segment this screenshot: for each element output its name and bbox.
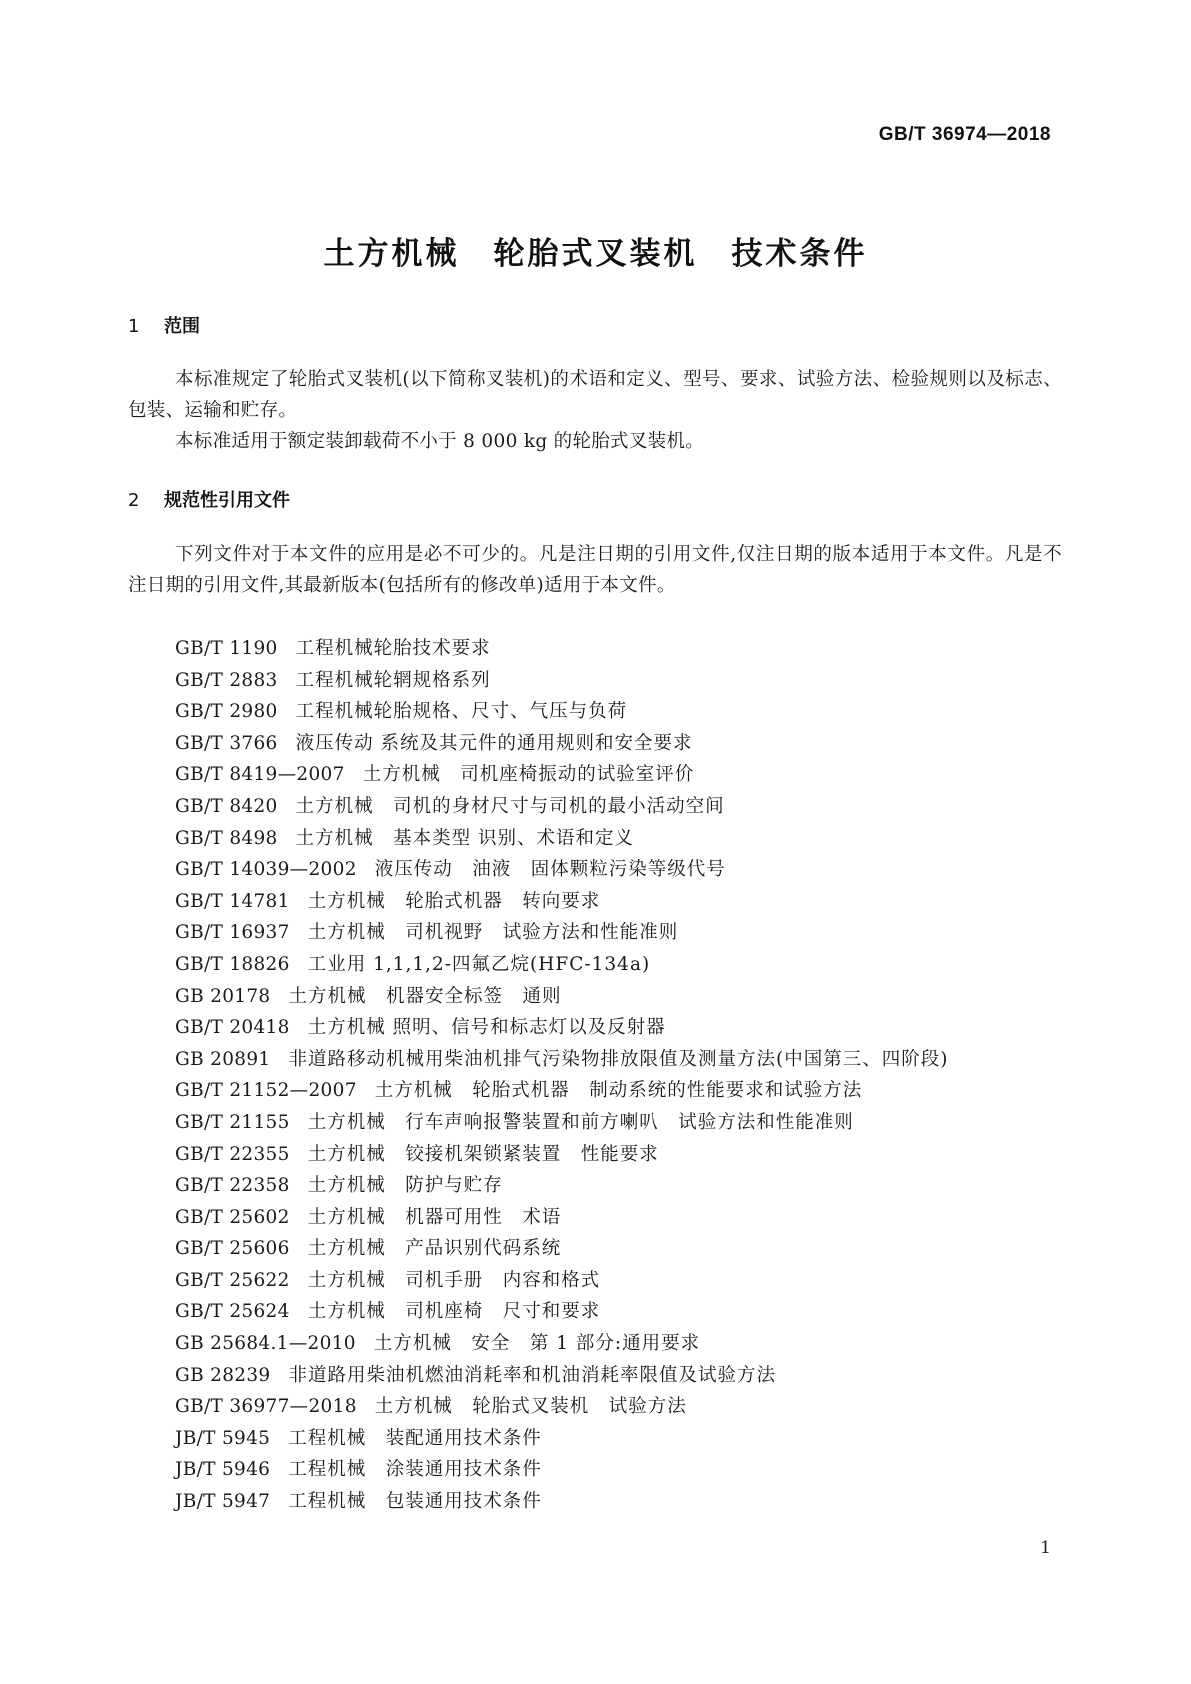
reference-item: [175, 1265, 948, 1297]
section-number: 2: [128, 490, 140, 511]
reference-title: 工程机械轮胎规格、尺寸、气压与负荷: [295, 701, 628, 723]
reference-code: GB/T 16937: [175, 922, 290, 944]
reference-code: GB/T 25622: [175, 1269, 290, 1291]
reference-code: GB/T 21155: [175, 1111, 290, 1133]
reference-title: 土方机械 行车声响报警装置和前方喇叭 试验方法和性能准则: [307, 1111, 854, 1133]
reference-item: [175, 1012, 948, 1044]
reference-title: 土方机械 司机的身材尺寸与司机的最小活动空间: [295, 795, 725, 817]
reference-title: 土方机械 司机座椅振动的试验室评价: [362, 764, 695, 786]
reference-item: [175, 1170, 948, 1202]
reference-code: JB/T 5945: [175, 1427, 271, 1449]
reference-title: 土方机械 防护与贮存: [307, 1175, 503, 1197]
reference-code: JB/T 5946: [175, 1459, 271, 1481]
reference-code: GB/T 20418: [175, 1017, 290, 1039]
reference-item: [175, 917, 948, 949]
reference-item: [175, 1423, 948, 1455]
reference-title: 工程机械轮胎技术要求: [295, 638, 491, 659]
reference-item: [175, 1075, 948, 1107]
reference-title: 土方机械 司机座椅 尺寸和要求: [307, 1301, 601, 1323]
reference-item: [175, 791, 948, 823]
references-intro-paragraph: 下列文件对于本文件的应用是必不可少的。凡是注日期的引用文件,仅注日期的版本适用于本文件。凡是不注日期的引用文件,其最新版本(包括所有的修改单)适用于本文件。: [128, 544, 1062, 596]
reference-code: GB/T 25602: [175, 1206, 290, 1228]
reference-title: 土方机械 照明、信号和标志灯以及反射器: [307, 1017, 666, 1039]
reference-code: GB/T 2883: [175, 669, 278, 691]
reference-title: 土方机械 安全 第 1 部分:通用要求: [373, 1333, 701, 1355]
reference-item: [175, 1486, 948, 1518]
reference-code: GB/T 36977—2018: [175, 1396, 357, 1418]
reference-code: JB/T 5947: [175, 1491, 271, 1513]
reference-code: GB/T 14039—2002: [175, 859, 357, 881]
reference-title: 液压传动 系统及其元件的通用规则和安全要求: [295, 732, 693, 754]
section-2-heading: [128, 486, 290, 512]
reference-item: [175, 1202, 948, 1234]
reference-title: 非道路用柴油机燃油消耗率和机油消耗率限值及试验方法: [288, 1364, 777, 1386]
reference-title: 土方机械 产品识别代码系统: [307, 1238, 562, 1260]
reference-title: 土方机械 司机视野 试验方法和性能准则: [307, 922, 679, 944]
reference-code: GB 28239: [175, 1364, 271, 1386]
document-title: 土方机械 轮胎式叉装机 技术条件: [323, 236, 868, 272]
reference-title: 土方机械 轮胎式叉装机 试验方法: [374, 1396, 687, 1418]
reference-item: [175, 633, 948, 665]
reference-code: GB/T 21152—2007: [175, 1080, 357, 1102]
section-title: 范围: [164, 316, 200, 337]
reference-code: GB/T 3766: [175, 732, 278, 754]
scope-paragraph-2: 本标准适用于额定装卸载荷不小于 8 000 kg 的轮胎式叉装机。: [175, 431, 705, 452]
reference-item: [175, 1360, 948, 1392]
scope-paragraph-1: 本标准规定了轮胎式叉装机(以下简称叉装机)的术语和定义、型号、要求、试验方法、检验规则以及标志、包装、运输和贮存。: [128, 369, 1062, 421]
reference-item: [175, 1044, 948, 1076]
reference-title: 土方机械 基本类型 识别、术语和定义: [295, 827, 634, 849]
reference-item: [175, 1107, 948, 1139]
reference-item: [175, 1139, 948, 1171]
reference-item: [175, 728, 948, 760]
standard-code: GB/T 36974—2018: [878, 124, 1051, 145]
reference-item: [175, 1454, 948, 1486]
reference-code: GB/T 1190: [175, 638, 278, 659]
reference-title: 土方机械 轮胎式机器 制动系统的性能要求和试验方法: [374, 1080, 863, 1102]
reference-title: 工程机械 包装通用技术条件: [288, 1491, 542, 1513]
reference-item: [175, 1233, 948, 1265]
reference-item: [175, 759, 948, 791]
reference-code: GB/T 22355: [175, 1143, 290, 1165]
reference-code: GB/T 8498: [175, 827, 278, 849]
reference-title: 工程机械 涂装通用技术条件: [288, 1459, 542, 1481]
section-number: 1: [128, 316, 140, 337]
reference-title: 土方机械 机器可用性 术语: [307, 1206, 562, 1228]
reference-title: 工业用 1,1,1,2-四氟乙烷(HFC-134a): [307, 953, 651, 975]
reference-code: GB/T 25606: [175, 1238, 290, 1260]
reference-code: GB/T 22358: [175, 1175, 290, 1197]
reference-item: [175, 1296, 948, 1328]
reference-item: [175, 823, 948, 855]
reference-title: 液压传动 油液 固体颗粒污染等级代号: [374, 859, 726, 881]
reference-item: [175, 665, 948, 697]
reference-item: [175, 1391, 948, 1423]
reference-code: GB/T 18826: [175, 953, 290, 975]
reference-title: 工程机械 装配通用技术条件: [288, 1427, 542, 1449]
section-title: 规范性引用文件: [164, 490, 290, 511]
reference-item: [175, 696, 948, 728]
reference-code: GB/T 14781: [175, 890, 290, 912]
reference-code: GB/T 8419—2007: [175, 764, 345, 786]
page-number: 1: [1040, 1538, 1051, 1558]
reference-item: [175, 886, 948, 918]
reference-item: [175, 949, 948, 981]
reference-code: GB 25684.1—2010: [175, 1333, 356, 1355]
reference-title: 工程机械轮辋规格系列: [295, 669, 491, 691]
reference-title: 土方机械 机器安全标签 通则: [288, 985, 562, 1007]
reference-code: GB/T 25624: [175, 1301, 290, 1323]
section-1-heading: [128, 312, 200, 338]
reference-title: 非道路移动机械用柴油机排气污染物排放限值及测量方法(中国第三、四阶段): [288, 1048, 949, 1070]
normative-references-list: [175, 633, 948, 1518]
reference-item: [175, 854, 948, 886]
reference-item: [175, 1328, 948, 1360]
reference-code: GB 20178: [175, 985, 271, 1007]
reference-title: 土方机械 轮胎式机器 转向要求: [307, 890, 601, 912]
reference-item: [175, 981, 948, 1013]
reference-code: GB/T 2980: [175, 701, 278, 723]
reference-code: GB 20891: [175, 1048, 271, 1070]
reference-code: GB/T 8420: [175, 795, 278, 817]
reference-title: 土方机械 铰接机架锁紧装置 性能要求: [307, 1143, 659, 1165]
reference-title: 土方机械 司机手册 内容和格式: [307, 1269, 601, 1291]
